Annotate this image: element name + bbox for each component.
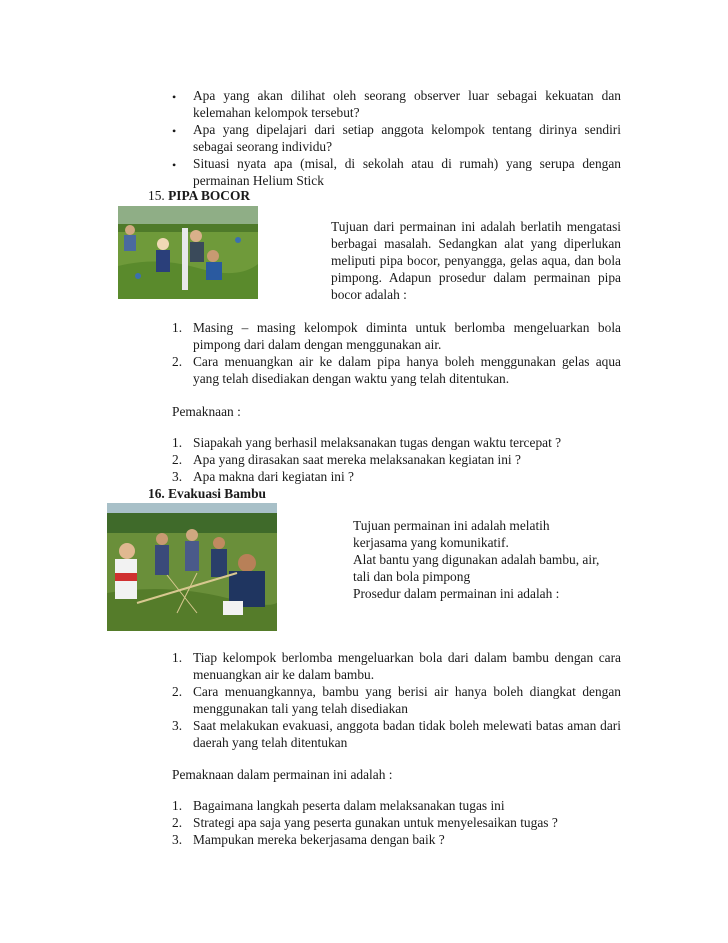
bullet-marker: • — [172, 158, 177, 172]
list-item: Mampukan mereka bekerjasama dengan baik ? — [193, 832, 445, 847]
list-item: Saat melakukan evakuasi, anggota badan tidak boleh melewati batas aman dari daerah yang telah ditentukan — [193, 718, 621, 750]
list-number: 3. — [172, 469, 183, 484]
reflection-label: Pemaknaan dalam permainan ini adalah : — [172, 767, 393, 782]
section-heading-16 — [148, 485, 266, 502]
list-number: 1. — [172, 320, 183, 335]
list-number: 1. — [172, 650, 183, 665]
list-item: Bagaimana langkah peserta dalam melaksanakan tugas ini — [193, 798, 505, 813]
section-title: PIPA BOCOR — [168, 188, 251, 203]
list-number: 1. — [172, 435, 183, 450]
description-line: Prosedur dalam permainan ini adalah : — [353, 586, 560, 601]
section-title: Evakuasi Bambu — [168, 486, 266, 501]
evakuasi-bambu-photo — [107, 503, 277, 631]
list-number: 3. — [172, 718, 183, 733]
list-number: 2. — [172, 815, 183, 830]
list-item: Cara menuangkan air ke dalam pipa hanya boleh menggunakan gelas aqua yang telah disediakan dengan waktu yang telah ditentukan. — [193, 354, 621, 386]
list-item: Apa yang dipelajari dari setiap anggota kelompok tentang dirinya sendiri sebagai seorang individu? — [193, 122, 621, 154]
list-item: Situasi nyata apa (misal, di sekolah atau di rumah) yang serupa dengan permainan Helium Stick — [193, 156, 621, 188]
section-number: 15. — [148, 188, 165, 203]
description-line: Alat bantu yang digunakan adalah bambu, air, — [353, 552, 600, 567]
list-item: Cara menuangkannya, bambu yang berisi air hanya boleh diangkat dengan menggunakan tali yang telah disediakan — [193, 684, 621, 716]
pipa-bocor-photo — [118, 206, 258, 299]
bullet-marker: • — [172, 90, 177, 104]
section-heading-15 — [148, 187, 250, 204]
reflection-label: Pemaknaan : — [172, 404, 241, 419]
list-item: Siapakah yang berhasil melaksanakan tugas dengan waktu tercepat ? — [193, 435, 562, 450]
section-number: 16. — [148, 486, 165, 501]
description-line: Tujuan permainan ini adalah melatih — [353, 518, 550, 533]
section-description: Tujuan dari permainan ini adalah berlatih mengatasi berbagai masalah. Sedangkan alat yang diperlukan meliputi pipa bocor, penyangga, gelas aqua, dan bola pimpong. Adapun prosedur dalam permainan pipa bocor adalah : — [331, 219, 621, 302]
list-item: Apa makna dari kegiatan ini ? — [193, 469, 354, 484]
list-number: 1. — [172, 798, 183, 813]
description-line: tali dan bola pimpong — [353, 569, 471, 584]
list-number: 3. — [172, 832, 183, 847]
list-number: 2. — [172, 452, 183, 467]
list-number: 2. — [172, 684, 183, 699]
list-item: Masing – masing kelompok diminta untuk berlomba mengeluarkan bola pimpong dari dalam dengan menggunakan air. — [193, 320, 621, 352]
list-item: Strategi apa saja yang peserta gunakan untuk menyelesaikan tugas ? — [193, 815, 558, 830]
list-item: Apa yang akan dilihat oleh seorang observer luar sebagai kekuatan dan kelemahan kelompok tersebut? — [193, 88, 621, 120]
description-line: kerjasama yang komunikatif. — [353, 535, 509, 550]
bullet-marker: • — [172, 124, 177, 138]
list-item: Tiap kelompok berlomba mengeluarkan bola dari dalam bambu dengan cara menuangkan air ke dalam bambu. — [193, 650, 621, 682]
list-item: Apa yang dirasakan saat mereka melaksanakan kegiatan ini ? — [193, 452, 521, 467]
list-number: 2. — [172, 354, 183, 369]
